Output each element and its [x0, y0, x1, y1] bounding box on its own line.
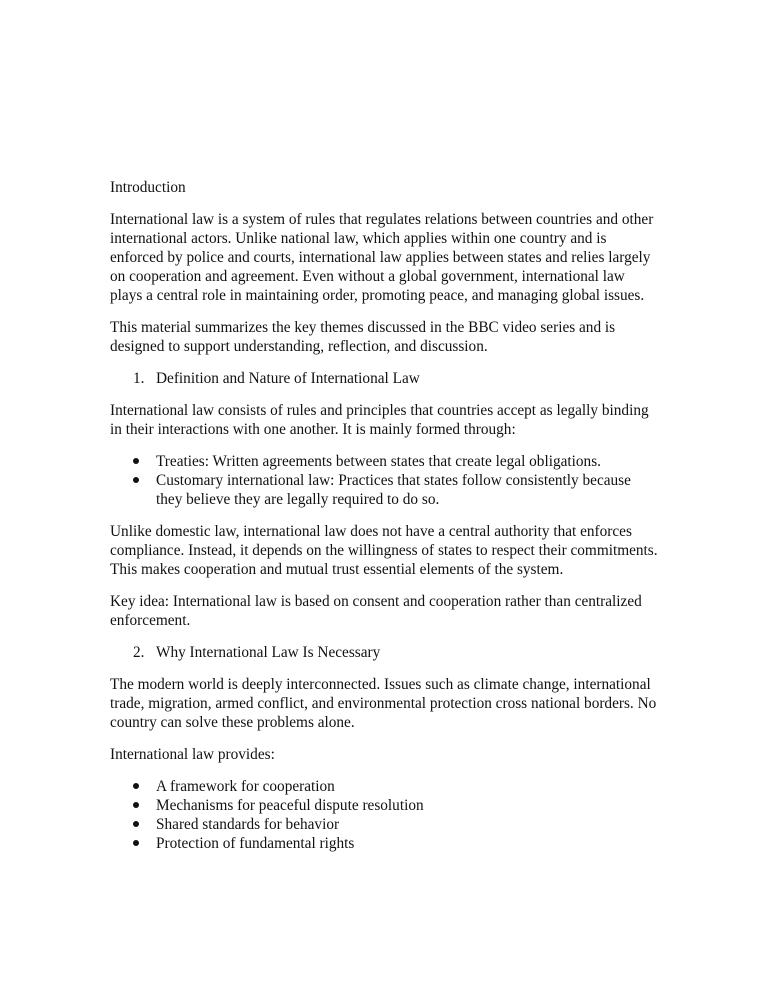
section-heading-item: [110, 369, 660, 388]
bullet-icon: [133, 821, 139, 827]
sources-list: [110, 452, 660, 509]
section-title: Why International Law Is Necessary: [156, 644, 381, 661]
document-body: [110, 178, 660, 866]
bullet-icon: [133, 477, 139, 483]
list-item-text: A framework for cooperation: [156, 778, 335, 795]
list-item: [110, 452, 660, 471]
bullet-icon: [133, 783, 139, 789]
bullet-icon: [133, 840, 139, 846]
section-1-lead-paragraph: International law consists of rules and principles that countries accept as legally binding in their interactions with one another. It is mainly formed through:: [110, 402, 649, 438]
list-item: [110, 471, 660, 509]
bullet-icon: [133, 458, 139, 464]
list-item-text: Treaties: Written agreements between states that create legal obligations.: [156, 453, 601, 470]
section-1-follow-paragraph: Unlike domestic law, international law does not have a central authority that enforces compliance. Instead, it depends on the willingness of states to respect their commitments. This makes cooperation and mutual trust essential elements of the system.: [110, 523, 658, 578]
section-title: Definition and Nature of International Law: [156, 370, 420, 387]
provides-list: [110, 777, 660, 853]
list-item-text: Protection of fundamental rights: [156, 835, 355, 852]
purpose-paragraph: This material summarizes the key themes discussed in the BBC video series and is designed to support understanding, reflection, and discussion.: [110, 319, 616, 355]
list-item: [110, 815, 660, 834]
intro-heading: Introduction: [110, 179, 186, 196]
section-1-heading: [110, 369, 660, 388]
list-item-text: Mechanisms for peaceful dispute resolution: [156, 797, 424, 814]
list-item-text: Shared standards for behavior: [156, 816, 340, 833]
provides-label: International law provides:: [110, 746, 275, 763]
intro-paragraph: International law is a system of rules that regulates relations between countries and other international actors. Unlike national law, which applies within one country and is enforced by police and courts, international law applies between states and relies largely on cooperation and agreement. Even without a global government, international law plays a central role in maintaining order, promoting peace, and managing global issues.: [110, 211, 654, 304]
section-heading-item: [110, 643, 660, 662]
section-2-lead-paragraph: The modern world is deeply interconnected. Issues such as climate change, international trade, migration, armed conflict, and environmental protection cross national borders. No country can solve these problems alone.: [110, 676, 657, 731]
section-number: 2.: [133, 644, 145, 661]
key-idea-paragraph: Key idea: International law is based on consent and cooperation rather than centralized enforcement.: [110, 593, 642, 629]
list-item: [110, 796, 660, 815]
section-number: 1.: [133, 370, 145, 387]
section-2-heading: [110, 643, 660, 662]
bullet-icon: [133, 802, 139, 808]
list-item: [110, 834, 660, 853]
list-item-text: Customary international law: Practices that states follow consistently because they believe they are legally required to do so.: [156, 472, 631, 508]
list-item: [110, 777, 660, 796]
